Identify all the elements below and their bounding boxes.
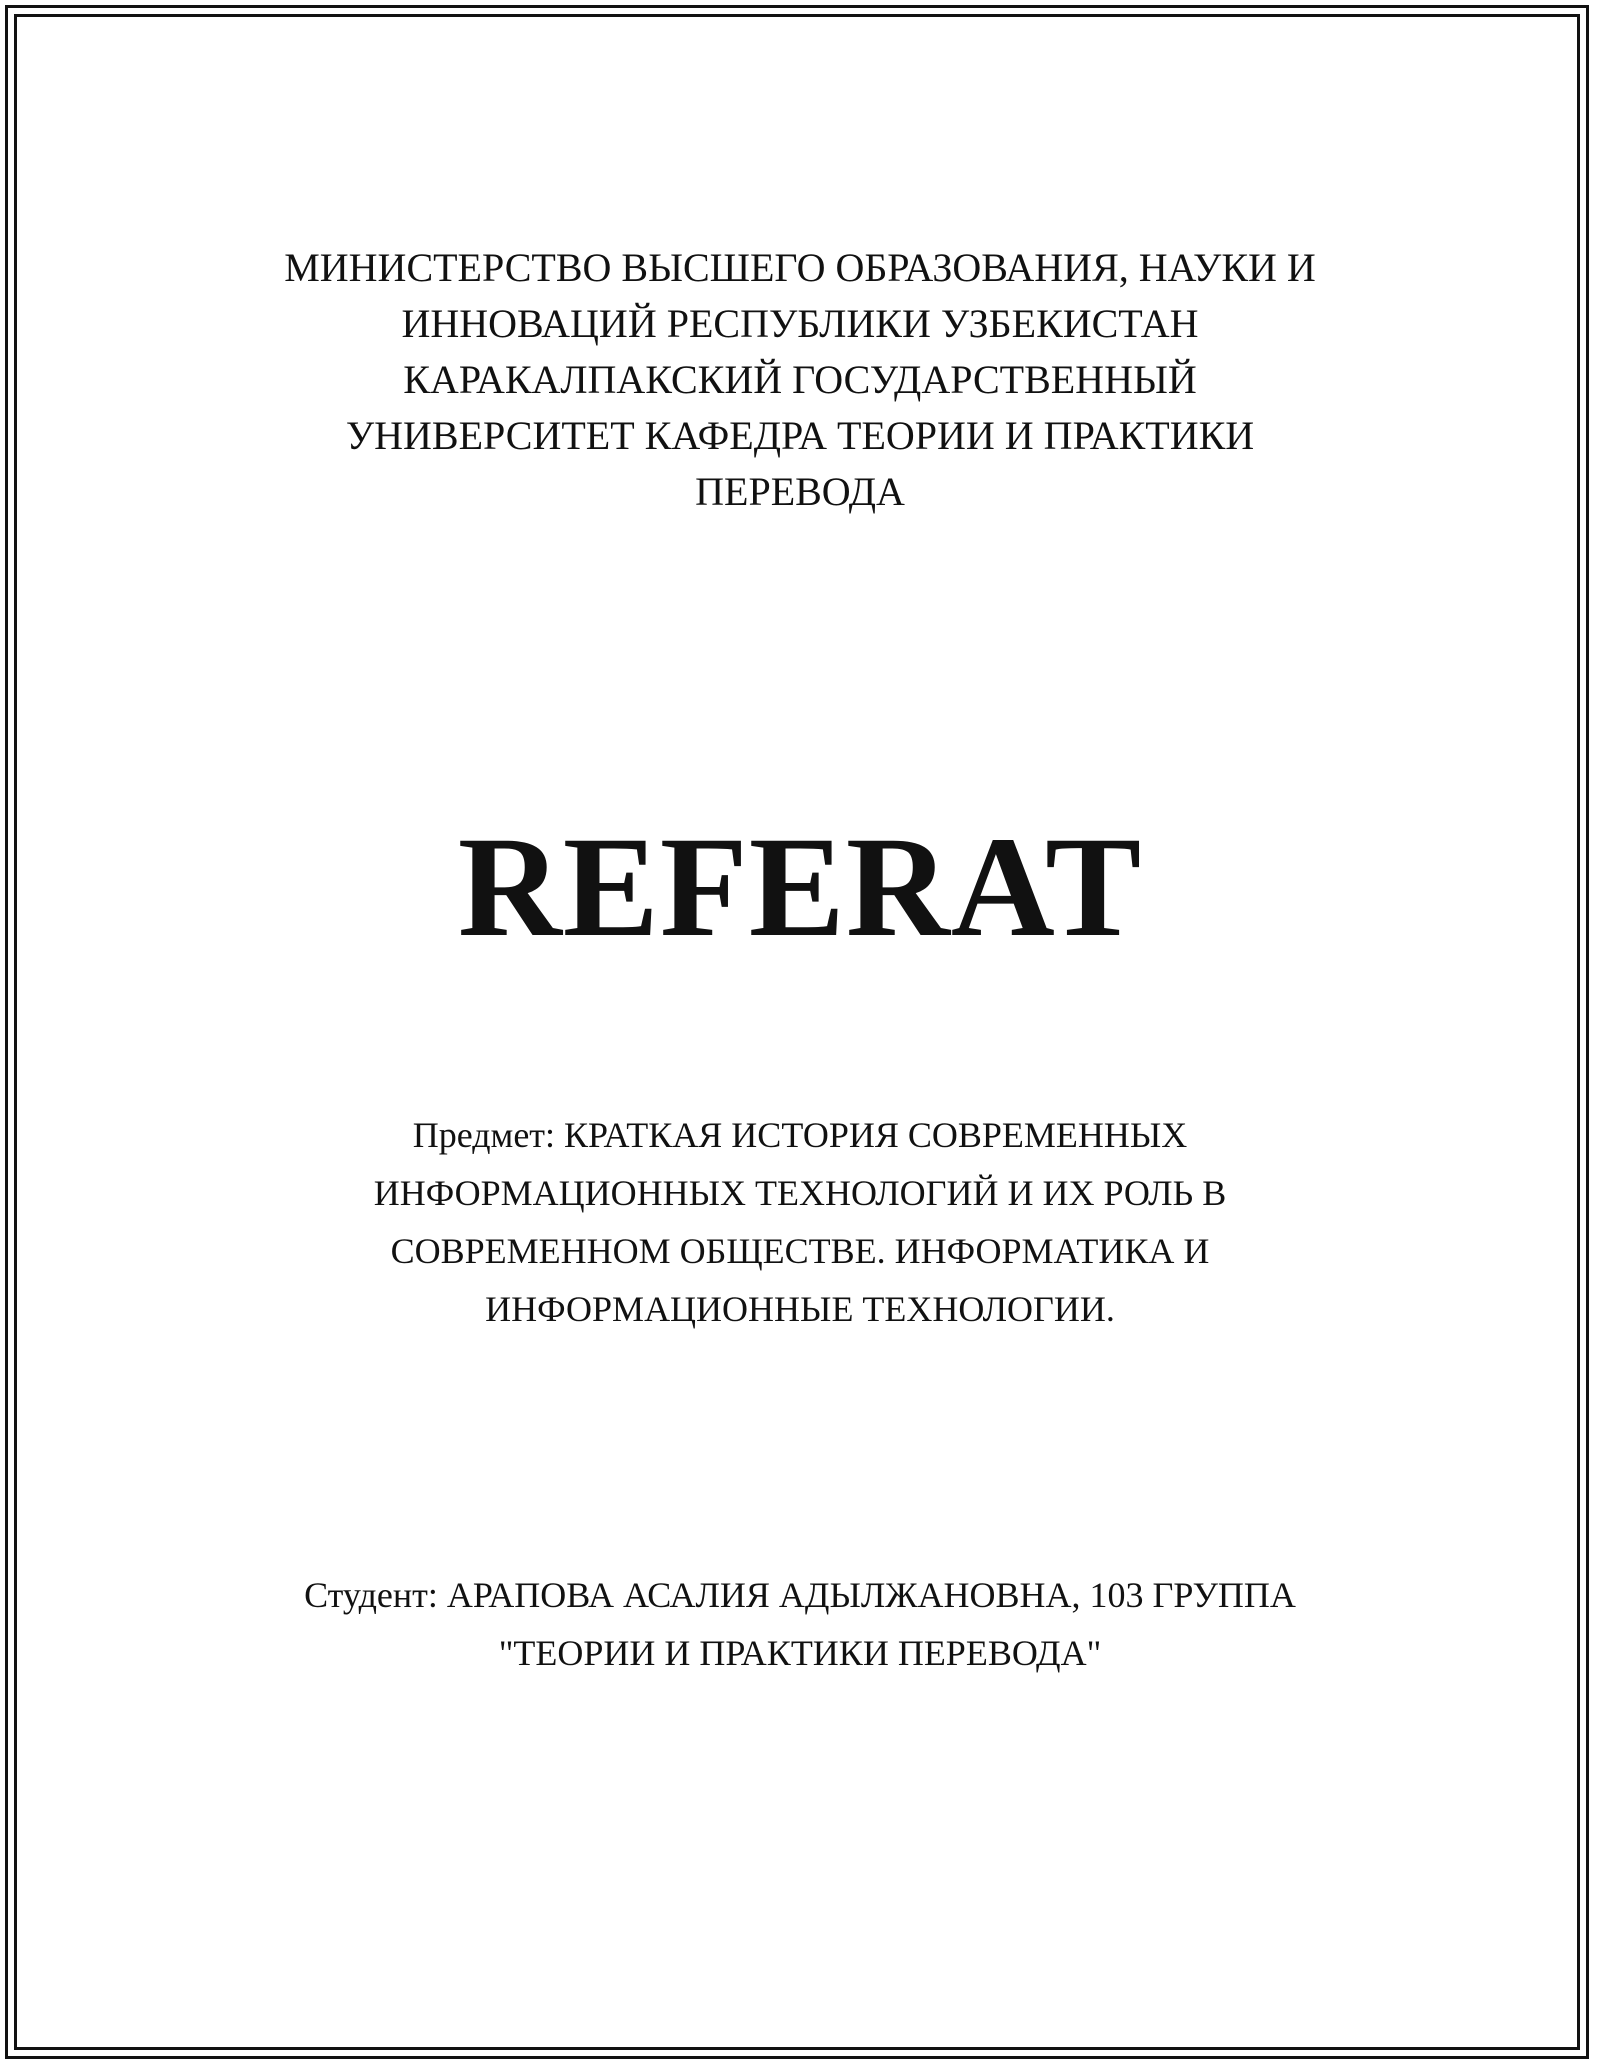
- subject-line: Предмет: КРАТКАЯ ИСТОРИЯ СОВРЕМЕННЫХ: [412, 1115, 1188, 1155]
- header-line: ПЕРЕВОДА: [695, 469, 905, 514]
- subject-line: ИНФОРМАЦИОННЫЕ ТЕХНОЛОГИИ.: [485, 1289, 1115, 1329]
- subject-line: ИНФОРМАЦИОННЫХ ТЕХНОЛОГИЙ И ИХ РОЛЬ В: [373, 1173, 1227, 1213]
- header-line: ИННОВАЦИЙ РЕСПУБЛИКИ УЗБЕКИСТАН: [401, 301, 1199, 346]
- header-line: МИНИСТЕРСТВО ВЫСШЕГО ОБРАЗОВАНИЯ, НАУКИ И: [284, 245, 1316, 290]
- subject-line: СОВРЕМЕННОМ ОБЩЕСТВЕ. ИНФОРМАТИКА И: [390, 1231, 1210, 1271]
- header-line: КАРАКАЛПАКСКИЙ ГОСУДАРСТВЕННЫЙ: [403, 357, 1197, 402]
- student-line: "ТЕОРИИ И ПРАКТИКИ ПЕРЕВОДА": [498, 1633, 1102, 1673]
- subject-block: [0, 1106, 1600, 1338]
- student-line: Студент: АРАПОВА АСАЛИЯ АДЫЛЖАНОВНА, 103 ГРУППА: [304, 1575, 1296, 1615]
- institution-header: [0, 240, 1600, 520]
- student-block: [0, 1566, 1600, 1682]
- document-title: REFERAT: [457, 808, 1143, 967]
- header-line: УНИВЕРСИТЕТ КАФЕДРА ТЕОРИИ И ПРАКТИКИ: [345, 413, 1255, 458]
